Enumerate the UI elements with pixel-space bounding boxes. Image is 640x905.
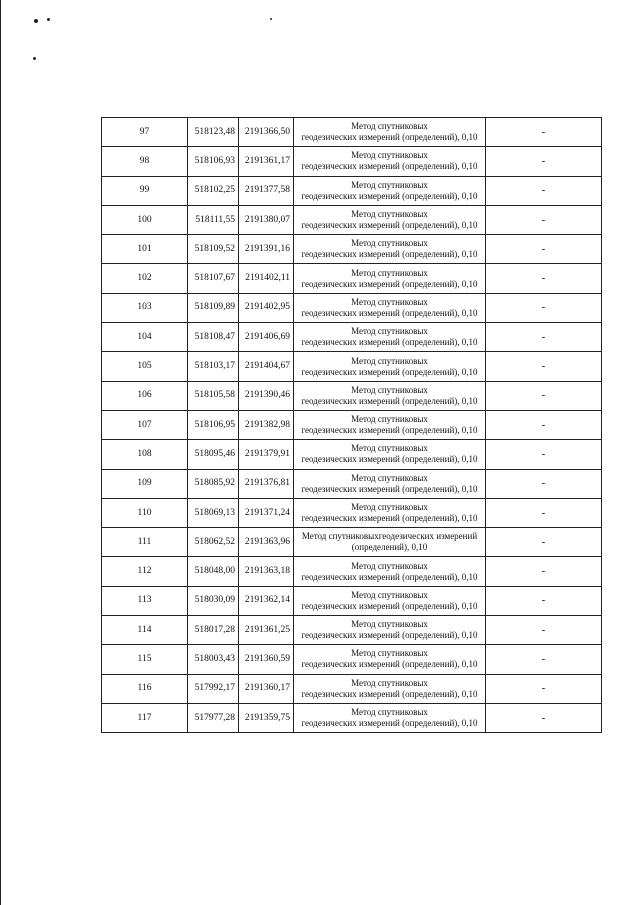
point-number-cell: 109: [102, 469, 188, 498]
x-coordinate-cell: 518107,67: [188, 264, 239, 293]
method-text-line: геодезических измерений (определений), 0,10: [301, 366, 478, 377]
y-coordinate-cell: 2191362,14: [239, 586, 294, 615]
method-text-line: Метод спутниковых: [351, 560, 428, 571]
coordinates-table-body: [102, 118, 602, 733]
point-number-cell: 106: [102, 381, 188, 410]
method-text-line: геодезических измерений (определений), 0,10: [301, 454, 478, 465]
x-coordinate-cell: 518106,95: [188, 410, 239, 439]
x-coordinate-cell: 518095,46: [188, 440, 239, 469]
method-text-line: Метод спутниковых: [351, 267, 428, 278]
x-coordinate-cell: 518108,47: [188, 323, 239, 352]
method-text-line: Метод спутниковых: [351, 296, 428, 307]
table-row: [102, 645, 602, 674]
note-cell: -: [486, 557, 602, 586]
y-coordinate-cell: 2191361,25: [239, 616, 294, 645]
point-number-cell: 117: [102, 703, 188, 732]
scan-speck: [33, 57, 36, 60]
method-text-line: Метод спутниковых: [351, 414, 428, 425]
method-cell: [294, 264, 486, 293]
note-cell: -: [486, 498, 602, 527]
method-text-line: Метод спутниковых: [351, 707, 428, 718]
method-text-line: Метод спутниковых: [351, 502, 428, 512]
method-text-line: Метод спутниковых: [351, 150, 428, 161]
method-cell: [294, 147, 486, 176]
x-coordinate-cell: 518109,89: [188, 293, 239, 322]
y-coordinate-cell: 2191391,16: [239, 235, 294, 264]
note-cell: -: [486, 381, 602, 410]
note-cell: -: [486, 586, 602, 615]
method-cell: [294, 205, 486, 234]
method-cell: [294, 469, 486, 498]
point-number-cell: 107: [102, 410, 188, 439]
method-cell: [294, 410, 486, 439]
method-text-line: геодезических измерений (определений), 0,10: [301, 190, 478, 201]
method-cell: [294, 528, 486, 557]
method-text-line: Метод спутниковых: [351, 384, 428, 395]
point-number-cell: 100: [102, 205, 188, 234]
table-row: [102, 557, 602, 586]
method-text-line: Метод спутниковых: [351, 355, 428, 366]
method-cell: [294, 352, 486, 381]
point-number-cell: 104: [102, 323, 188, 352]
method-text-line: геодезических измерений (определений), 0,10: [301, 630, 478, 641]
point-number-cell: 99: [102, 176, 188, 205]
note-cell: -: [486, 645, 602, 674]
method-cell: [294, 381, 486, 410]
method-text-line: Метод спутниковых: [351, 121, 428, 132]
point-number-cell: 105: [102, 352, 188, 381]
y-coordinate-cell: 2191402,11: [239, 264, 294, 293]
method-cell: [294, 323, 486, 352]
x-coordinate-cell: 518048,00: [188, 557, 239, 586]
table-row: [102, 205, 602, 234]
note-cell: -: [486, 235, 602, 264]
method-text-line: Метод спутниковых: [351, 209, 428, 220]
table-row: [102, 703, 602, 732]
method-text-line: геодезических измерений (определений), 0,10: [301, 132, 478, 143]
y-coordinate-cell: 2191382,98: [239, 410, 294, 439]
method-text-line: геодезических измерений (определений), 0,10: [301, 659, 478, 670]
y-coordinate-cell: 2191371,24: [239, 498, 294, 527]
point-number-cell: 116: [102, 674, 188, 703]
table-row: [102, 381, 602, 410]
x-coordinate-cell: 518111,55: [188, 205, 239, 234]
x-coordinate-cell: 517977,28: [188, 703, 239, 732]
x-coordinate-cell: 518030,09: [188, 586, 239, 615]
scan-page-edge: [0, 0, 1, 905]
point-number-cell: 115: [102, 645, 188, 674]
table-row: [102, 176, 602, 205]
note-cell: -: [486, 616, 602, 645]
table-row: [102, 352, 602, 381]
table-row: [102, 586, 602, 615]
point-number-cell: 110: [102, 498, 188, 527]
point-number-cell: 114: [102, 616, 188, 645]
y-coordinate-cell: 2191359,75: [239, 703, 294, 732]
y-coordinate-cell: 2191366,50: [239, 118, 294, 147]
point-number-cell: 112: [102, 557, 188, 586]
method-text-line: геодезических измерений (определений), 0,10: [301, 337, 478, 348]
x-coordinate-cell: 518105,58: [188, 381, 239, 410]
method-cell: [294, 498, 486, 527]
method-text-line: Метод спутниковых: [351, 648, 428, 659]
y-coordinate-cell: 2191360,17: [239, 674, 294, 703]
table-row: [102, 498, 602, 527]
note-cell: -: [486, 323, 602, 352]
method-cell: [294, 440, 486, 469]
y-coordinate-cell: 2191360,59: [239, 645, 294, 674]
method-text-line: Метод спутниковых: [351, 589, 428, 600]
method-text-line: Метод спутниковых: [351, 472, 428, 483]
table-row: [102, 528, 602, 557]
method-text-line: геодезических измерений (определений), 0,10: [301, 483, 478, 494]
note-cell: -: [486, 264, 602, 293]
y-coordinate-cell: 2191406,69: [239, 323, 294, 352]
note-cell: -: [486, 118, 602, 147]
y-coordinate-cell: 2191361,17: [239, 147, 294, 176]
table-row: [102, 440, 602, 469]
y-coordinate-cell: 2191379,91: [239, 440, 294, 469]
note-cell: -: [486, 176, 602, 205]
point-number-cell: 97: [102, 118, 188, 147]
method-text-line: (определений), 0,10: [351, 542, 428, 553]
table-row: [102, 264, 602, 293]
note-cell: -: [486, 703, 602, 732]
scan-speck: [34, 19, 38, 23]
x-coordinate-cell: 518069,13: [188, 498, 239, 527]
note-cell: -: [486, 674, 602, 703]
method-text-line: Метод спутниковых: [351, 677, 428, 688]
note-cell: -: [486, 205, 602, 234]
coordinates-table: [101, 117, 602, 733]
x-coordinate-cell: 518062,52: [188, 528, 239, 557]
scan-speck: [47, 18, 50, 21]
y-coordinate-cell: 2191363,18: [239, 557, 294, 586]
note-cell: -: [486, 293, 602, 322]
point-number-cell: 102: [102, 264, 188, 293]
y-coordinate-cell: 2191377,58: [239, 176, 294, 205]
note-cell: -: [486, 528, 602, 557]
method-text-line: Метод спутниковых: [351, 238, 428, 249]
method-text-line: геодезических измерений (определений), 0,10: [301, 307, 478, 318]
y-coordinate-cell: 2191404,67: [239, 352, 294, 381]
note-cell: -: [486, 147, 602, 176]
table-row: [102, 323, 602, 352]
method-text-line: геодезических измерений (определений), 0,10: [301, 718, 478, 729]
point-number-cell: 98: [102, 147, 188, 176]
method-cell: [294, 118, 486, 147]
table-row: [102, 469, 602, 498]
point-number-cell: 108: [102, 440, 188, 469]
method-text-line: Метод спутниковыхгеодезических измерений: [301, 531, 478, 542]
table-row: [102, 674, 602, 703]
note-cell: -: [486, 352, 602, 381]
note-cell: -: [486, 469, 602, 498]
method-text-line: геодезических измерений (определений), 0,10: [301, 600, 478, 611]
method-cell: [294, 703, 486, 732]
method-text-line: геодезических измерений (определений), 0,10: [301, 395, 478, 406]
y-coordinate-cell: 2191390,46: [239, 381, 294, 410]
x-coordinate-cell: 518103,17: [188, 352, 239, 381]
method-text-line: геодезических измерений (определений), 0,10: [301, 220, 478, 231]
note-cell: -: [486, 440, 602, 469]
method-text-line: геодезических измерений (определений), 0,10: [301, 571, 478, 582]
method-cell: [294, 674, 486, 703]
method-text-line: геодезических измерений (определений), 0,10: [301, 513, 478, 523]
x-coordinate-cell: 518123,48: [188, 118, 239, 147]
point-number-cell: 113: [102, 586, 188, 615]
table-row: [102, 147, 602, 176]
x-coordinate-cell: 518003,43: [188, 645, 239, 674]
x-coordinate-cell: 518017,28: [188, 616, 239, 645]
table-row: [102, 616, 602, 645]
table-row: [102, 235, 602, 264]
table-row: [102, 293, 602, 322]
method-cell: [294, 586, 486, 615]
x-coordinate-cell: 518106,93: [188, 147, 239, 176]
method-text-line: Метод спутниковых: [351, 179, 428, 190]
y-coordinate-cell: 2191380,07: [239, 205, 294, 234]
method-text-line: Метод спутниковых: [351, 443, 428, 454]
x-coordinate-cell: 518109,52: [188, 235, 239, 264]
y-coordinate-cell: 2191363,96: [239, 528, 294, 557]
point-number-cell: 101: [102, 235, 188, 264]
method-cell: [294, 645, 486, 674]
method-cell: [294, 176, 486, 205]
y-coordinate-cell: 2191402,95: [239, 293, 294, 322]
table-row: [102, 410, 602, 439]
x-coordinate-cell: 517992,17: [188, 674, 239, 703]
x-coordinate-cell: 518102,25: [188, 176, 239, 205]
scan-speck: [270, 18, 272, 20]
x-coordinate-cell: 518085,92: [188, 469, 239, 498]
method-text-line: геодезических измерений (определений), 0,10: [301, 425, 478, 436]
method-cell: [294, 616, 486, 645]
method-text-line: геодезических измерений (определений), 0,10: [301, 278, 478, 289]
table-row: [102, 118, 602, 147]
method-text-line: Метод спутниковых: [351, 619, 428, 630]
method-text-line: геодезических измерений (определений), 0,10: [301, 249, 478, 260]
method-cell: [294, 235, 486, 264]
method-text-line: геодезических измерений (определений), 0,10: [301, 688, 478, 699]
method-text-line: Метод спутниковых: [351, 326, 428, 337]
method-text-line: геодезических измерений (определений), 0,10: [301, 161, 478, 172]
point-number-cell: 111: [102, 528, 188, 557]
method-cell: [294, 293, 486, 322]
y-coordinate-cell: 2191376,81: [239, 469, 294, 498]
point-number-cell: 103: [102, 293, 188, 322]
note-cell: -: [486, 410, 602, 439]
method-cell: [294, 557, 486, 586]
